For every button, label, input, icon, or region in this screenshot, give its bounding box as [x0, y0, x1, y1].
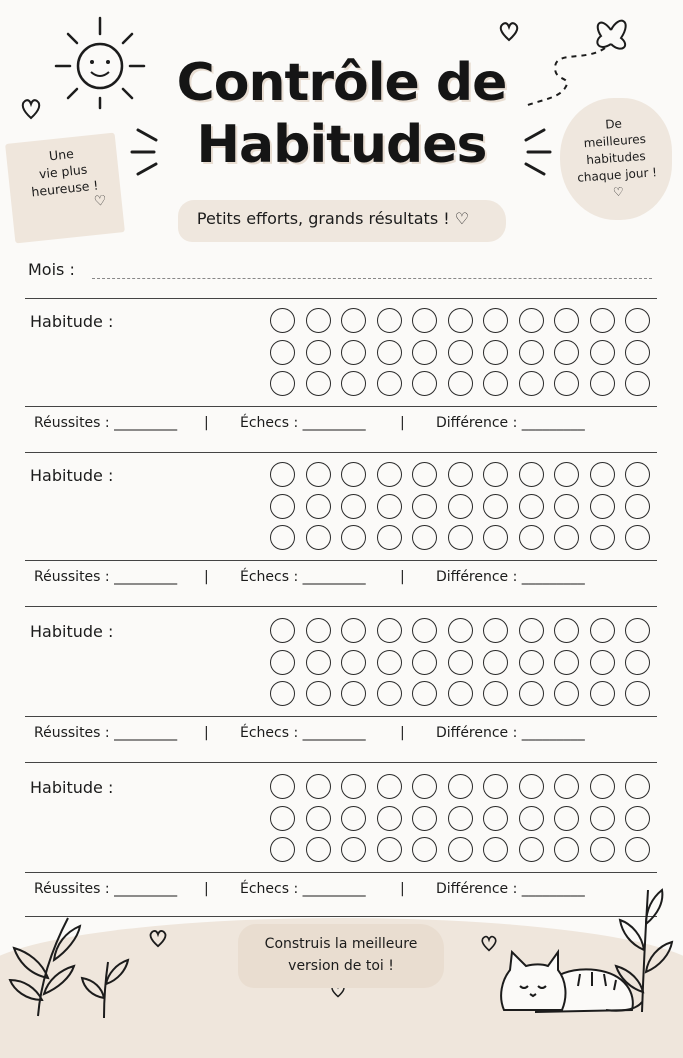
- day-circle[interactable]: [377, 371, 402, 396]
- day-circle[interactable]: [483, 462, 508, 487]
- failures-field[interactable]: Échecs : _________: [240, 415, 366, 431]
- divider: [25, 762, 657, 763]
- divider: [25, 916, 657, 917]
- day-circle[interactable]: [625, 618, 650, 643]
- day-circle[interactable]: [625, 681, 650, 706]
- day-circle[interactable]: [590, 371, 615, 396]
- day-circle[interactable]: [270, 308, 295, 333]
- day-circle[interactable]: [590, 340, 615, 365]
- day-circle[interactable]: [590, 806, 615, 831]
- day-circle[interactable]: [377, 837, 402, 862]
- habit-label: Habitude :: [30, 312, 114, 331]
- heart-icon: [148, 928, 168, 948]
- successes-field[interactable]: Réussites : _________: [34, 569, 178, 585]
- day-circle[interactable]: [377, 774, 402, 799]
- day-circle[interactable]: [412, 462, 437, 487]
- day-circle[interactable]: [270, 340, 295, 365]
- day-circle[interactable]: [590, 681, 615, 706]
- day-circle[interactable]: [519, 462, 544, 487]
- difference-field[interactable]: Différence : _________: [436, 881, 585, 897]
- failures-field[interactable]: Échecs : _________: [240, 725, 366, 741]
- day-circle[interactable]: [341, 462, 366, 487]
- divider: [25, 716, 657, 717]
- month-input-line[interactable]: [92, 278, 652, 279]
- day-circle[interactable]: [377, 525, 402, 550]
- day-circle[interactable]: [448, 650, 473, 675]
- page-title: [0, 52, 683, 176]
- habit-stats-row: [0, 881, 683, 903]
- day-circle[interactable]: [519, 308, 544, 333]
- day-circle[interactable]: [306, 681, 331, 706]
- day-circle[interactable]: [519, 618, 544, 643]
- leaf-plant-icon: [8, 908, 88, 1018]
- day-circle[interactable]: [377, 618, 402, 643]
- day-circle[interactable]: [341, 494, 366, 519]
- day-circle[interactable]: [483, 806, 508, 831]
- successes-field[interactable]: Réussites : _________: [34, 725, 178, 741]
- separator: |: [204, 881, 209, 897]
- separator: |: [400, 415, 405, 431]
- day-circle[interactable]: [377, 650, 402, 675]
- day-circle[interactable]: [270, 371, 295, 396]
- divider: [25, 560, 657, 561]
- heart-icon: ♡: [612, 184, 625, 200]
- day-circle[interactable]: [306, 525, 331, 550]
- day-circle[interactable]: [448, 525, 473, 550]
- day-circle[interactable]: [341, 340, 366, 365]
- day-circle[interactable]: [306, 494, 331, 519]
- difference-field[interactable]: Différence : _________: [436, 725, 585, 741]
- day-circle[interactable]: [590, 462, 615, 487]
- day-circle[interactable]: [377, 806, 402, 831]
- separator: |: [204, 725, 209, 741]
- cloud-note-right-text: De meilleures habitudes chaque jour ! ♡: [563, 113, 669, 205]
- day-circle[interactable]: [341, 650, 366, 675]
- day-circle[interactable]: [306, 618, 331, 643]
- heart-icon: ♡: [454, 209, 470, 228]
- day-circle[interactable]: [270, 494, 295, 519]
- habit-stats-row: [0, 569, 683, 591]
- day-circle[interactable]: [554, 681, 579, 706]
- day-circle[interactable]: [412, 774, 437, 799]
- day-circle[interactable]: [483, 494, 508, 519]
- day-circle[interactable]: [412, 308, 437, 333]
- day-circle[interactable]: [554, 650, 579, 675]
- leaf-plant-icon: [78, 950, 132, 1020]
- day-circle[interactable]: [483, 681, 508, 706]
- difference-field[interactable]: Différence : _________: [436, 569, 585, 585]
- day-circle[interactable]: [377, 340, 402, 365]
- day-circle[interactable]: [270, 681, 295, 706]
- day-circle[interactable]: [519, 371, 544, 396]
- separator: |: [400, 569, 405, 585]
- day-circle[interactable]: [270, 774, 295, 799]
- day-circle[interactable]: [341, 774, 366, 799]
- divider: [25, 452, 657, 453]
- day-circle[interactable]: [448, 618, 473, 643]
- day-circle[interactable]: [554, 308, 579, 333]
- day-circle[interactable]: [377, 308, 402, 333]
- day-circle[interactable]: [590, 308, 615, 333]
- difference-field[interactable]: Différence : _________: [436, 415, 585, 431]
- subtitle: Petits efforts, grands résultats ! ♡: [196, 209, 470, 228]
- day-circle[interactable]: [519, 340, 544, 365]
- day-circle[interactable]: [270, 525, 295, 550]
- day-circle[interactable]: [483, 340, 508, 365]
- day-circle[interactable]: [483, 837, 508, 862]
- day-circle[interactable]: [306, 774, 331, 799]
- sticky-note-left-text: Une vie plus heureuse ! ♡: [15, 141, 114, 218]
- habit-label: Habitude :: [30, 466, 114, 485]
- day-circle[interactable]: [412, 494, 437, 519]
- successes-field[interactable]: Réussites : _________: [34, 881, 178, 897]
- habit-section: [0, 300, 683, 450]
- day-circle[interactable]: [448, 806, 473, 831]
- day-circle[interactable]: [590, 494, 615, 519]
- divider: [25, 298, 657, 299]
- day-circle[interactable]: [341, 806, 366, 831]
- habit-section: [0, 454, 683, 604]
- day-circle[interactable]: [341, 681, 366, 706]
- day-circle[interactable]: [554, 837, 579, 862]
- separator: |: [204, 415, 209, 431]
- day-circle[interactable]: [554, 806, 579, 831]
- habit-label: Habitude :: [30, 778, 114, 797]
- day-circle[interactable]: [270, 806, 295, 831]
- day-circle[interactable]: [448, 371, 473, 396]
- day-circle[interactable]: [519, 650, 544, 675]
- day-circle[interactable]: [306, 371, 331, 396]
- separator: |: [400, 725, 405, 741]
- day-circle[interactable]: [554, 494, 579, 519]
- day-circle[interactable]: [625, 371, 650, 396]
- day-circle[interactable]: [377, 681, 402, 706]
- day-circle[interactable]: [590, 774, 615, 799]
- day-circle[interactable]: [483, 308, 508, 333]
- day-circle[interactable]: [448, 462, 473, 487]
- day-circle[interactable]: [519, 681, 544, 706]
- day-circle[interactable]: [448, 494, 473, 519]
- day-circle[interactable]: [483, 774, 508, 799]
- day-circle[interactable]: [625, 650, 650, 675]
- day-circle[interactable]: [554, 371, 579, 396]
- day-circle[interactable]: [306, 837, 331, 862]
- habit-label: Habitude :: [30, 622, 114, 641]
- day-circle[interactable]: [306, 308, 331, 333]
- day-circle[interactable]: [625, 462, 650, 487]
- day-circle[interactable]: [519, 837, 544, 862]
- day-circle[interactable]: [412, 681, 437, 706]
- day-circle[interactable]: [554, 525, 579, 550]
- day-circle[interactable]: [306, 806, 331, 831]
- day-circle[interactable]: [625, 494, 650, 519]
- separator: |: [400, 881, 405, 897]
- divider: [25, 406, 657, 407]
- separator: |: [204, 569, 209, 585]
- day-circle[interactable]: [625, 774, 650, 799]
- day-circle[interactable]: [306, 650, 331, 675]
- divider: [25, 872, 657, 873]
- habit-stats-row: [0, 415, 683, 437]
- day-circle[interactable]: [341, 308, 366, 333]
- day-circle[interactable]: [519, 494, 544, 519]
- day-circle[interactable]: [412, 837, 437, 862]
- habit-tracker-grid: [270, 774, 661, 869]
- day-circle[interactable]: [270, 650, 295, 675]
- day-circle[interactable]: [483, 371, 508, 396]
- day-circle[interactable]: [554, 462, 579, 487]
- day-circle[interactable]: [590, 837, 615, 862]
- day-circle[interactable]: [519, 806, 544, 831]
- month-label: Mois :: [28, 260, 75, 279]
- day-circle[interactable]: [554, 618, 579, 643]
- habit-section: [0, 610, 683, 760]
- successes-field[interactable]: Réussites : _________: [34, 415, 178, 431]
- day-circle[interactable]: [306, 462, 331, 487]
- day-circle[interactable]: [625, 340, 650, 365]
- day-circle[interactable]: [412, 371, 437, 396]
- day-circle[interactable]: [590, 525, 615, 550]
- day-circle[interactable]: [448, 837, 473, 862]
- day-circle[interactable]: [625, 837, 650, 862]
- cat-icon: [496, 940, 646, 1018]
- day-circle[interactable]: [483, 525, 508, 550]
- day-circle[interactable]: [625, 525, 650, 550]
- day-circle[interactable]: [270, 618, 295, 643]
- day-circle[interactable]: [270, 837, 295, 862]
- failures-field[interactable]: Échecs : _________: [240, 881, 366, 897]
- habit-tracker-grid: [270, 462, 661, 557]
- heart-icon: ♡: [93, 192, 108, 210]
- day-circle[interactable]: [519, 525, 544, 550]
- day-circle[interactable]: [412, 618, 437, 643]
- day-circle[interactable]: [412, 806, 437, 831]
- title-line-1: Contrôle de: [176, 53, 507, 113]
- habit-tracker-grid: [270, 308, 661, 403]
- day-circle[interactable]: [341, 618, 366, 643]
- day-circle[interactable]: [590, 618, 615, 643]
- day-circle[interactable]: [306, 340, 331, 365]
- day-circle[interactable]: [377, 462, 402, 487]
- habit-stats-row: [0, 725, 683, 747]
- day-circle[interactable]: [341, 837, 366, 862]
- day-circle[interactable]: [377, 494, 402, 519]
- footer-motto: Construis la meilleure version de toi !: [264, 936, 418, 974]
- day-circle[interactable]: [625, 308, 650, 333]
- day-circle[interactable]: [412, 340, 437, 365]
- failures-field[interactable]: Échecs : _________: [240, 569, 366, 585]
- day-circle[interactable]: [554, 774, 579, 799]
- day-circle[interactable]: [341, 371, 366, 396]
- day-circle[interactable]: [412, 650, 437, 675]
- day-circle[interactable]: [590, 650, 615, 675]
- day-circle[interactable]: [412, 525, 437, 550]
- day-circle[interactable]: [270, 462, 295, 487]
- day-circle[interactable]: [483, 618, 508, 643]
- day-circle[interactable]: [448, 774, 473, 799]
- day-circle[interactable]: [448, 340, 473, 365]
- habit-section: [0, 766, 683, 916]
- day-circle[interactable]: [625, 806, 650, 831]
- day-circle[interactable]: [483, 650, 508, 675]
- day-circle[interactable]: [448, 308, 473, 333]
- day-circle[interactable]: [554, 340, 579, 365]
- day-circle[interactable]: [341, 525, 366, 550]
- divider: [25, 606, 657, 607]
- title-line-2: Habitudes: [196, 115, 487, 175]
- day-circle[interactable]: [448, 681, 473, 706]
- day-circle[interactable]: [519, 774, 544, 799]
- habit-tracker-grid: [270, 618, 661, 713]
